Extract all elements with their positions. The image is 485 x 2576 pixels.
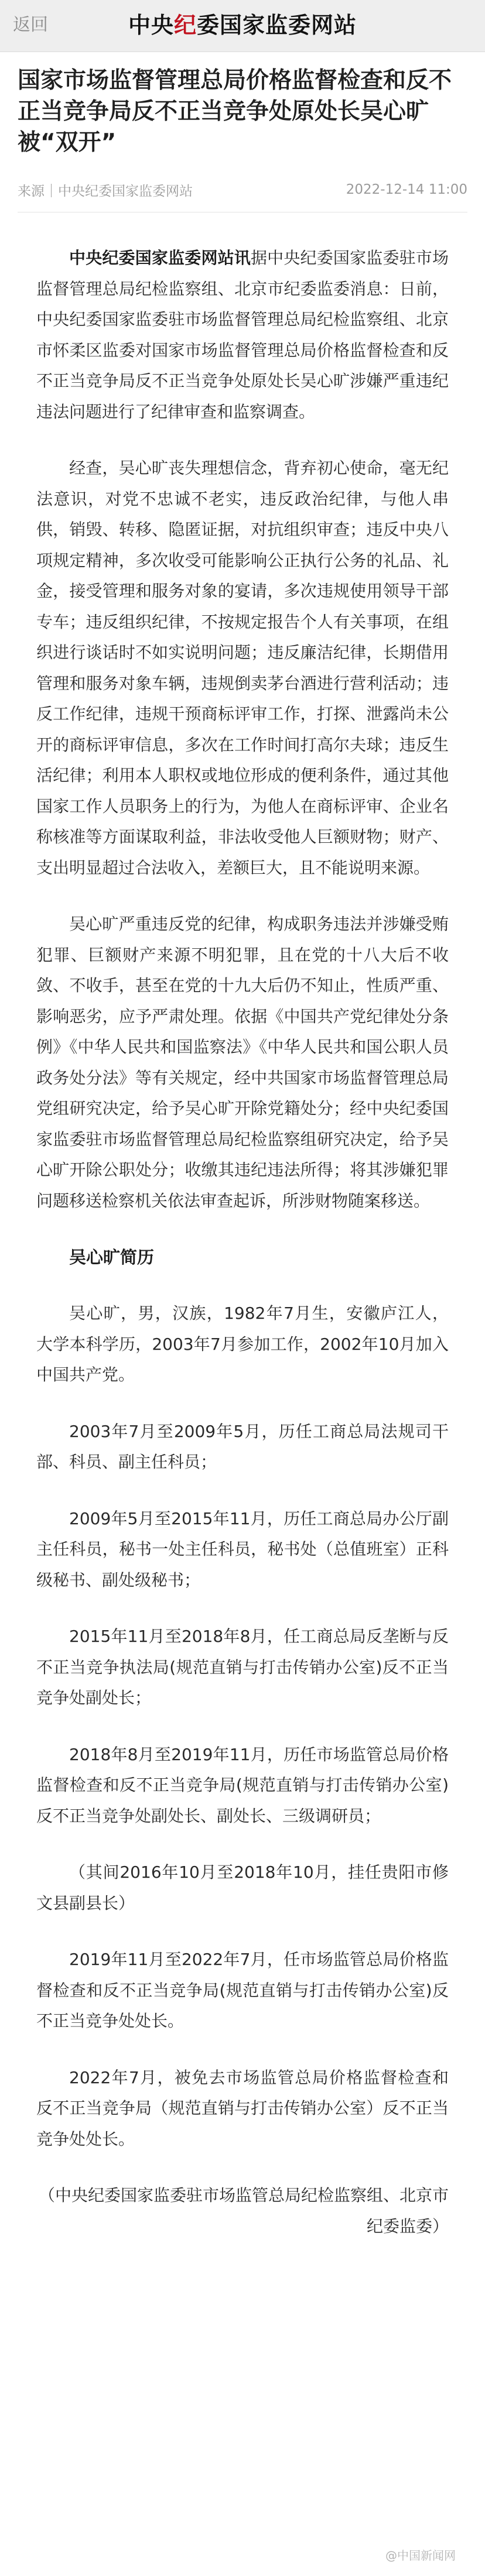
site-title bbox=[0, 11, 485, 40]
bio-paragraph: 2003年7月至2009年5月，历任工商总局法规司干部、科员、副主任科员； bbox=[36, 1421, 449, 1471]
article-header bbox=[0, 52, 485, 204]
lead-text: 中央纪委国家监委网站讯 bbox=[69, 248, 251, 267]
article-meta bbox=[18, 176, 467, 204]
bio-paragraph: 2018年8月至2019年11月，历任市场监管总局价格监督检查和反不正当竞争局(规范直销与打击传销办公室)反不正当竞争处副处长、副处长、三级调研员； bbox=[36, 1744, 449, 1826]
bio-paragraph: 吴心旷，男，汉族，1982年7月生，安徽庐江人，大学本科学历，2003年7月参加工作，2002年10月加入中国共产党。 bbox=[36, 1304, 449, 1384]
back-button[interactable]: 返回 bbox=[13, 15, 48, 35]
bio-paragraph: 2009年5月至2015年11月，历任工商总局办公厅副主任科员，秘书一处主任科员，秘书处（总值班室）正科级秘书、副处级秘书； bbox=[36, 1508, 449, 1590]
article-source: 来源｜中央纪委国家监委网站 bbox=[18, 183, 193, 199]
article-title: 国家市场监督管理总局价格监督检查和反不正当竞争局反不正当竞争处原处长吴心旷被“双开” bbox=[18, 67, 452, 156]
closing-source: （中央纪委国家监委驻市场监管总局纪检监察组、北京市纪委监委） bbox=[38, 2186, 449, 2236]
site-title-part: 委国家监委网站 bbox=[197, 12, 357, 38]
paragraph-text: 据中央纪委国家监委驻市场监督管理总局纪检监察组、北京市纪委监委消息：日前，中央纪委国家监委驻市场监督管理总局纪检监察组、北京市怀柔区监委对国家市场监督管理总局价格监督检查和反不正当竞争局反不正当竞争处原处长吴心旷涉嫌严重违纪违法问题进行了纪律审查和监察调查。 bbox=[36, 248, 449, 421]
bio-paragraph: 2022年7月，被免去市场监管总局价格监督检查和反不正当竞争局（规范直销与打击传销办公室）反不正当竞争处处长。 bbox=[36, 2067, 449, 2149]
bio-heading: 吴心旷简历 bbox=[69, 1247, 155, 1267]
article-date: 2022-12-14 11:00 bbox=[346, 182, 467, 197]
paragraph: 经查，吴心旷丧失理想信念，背弃初心使命，毫无纪法意识，对党不忠诚不老实，违反政治纪律，与他人串供，销毁、转移、隐匿证据，对抗组织审查；违反中央八项规定精神，多次收受可能影响公正执行公务的礼品、礼金，接受管理和服务对象的宴请，多次违规使用领导干部专车；违反组织纪律，不按规定报告个人有关事项，在组织进行谈话时不如实说明问题；违反廉洁纪律，长期借用管理和服务对象车辆，违规倒卖茅台酒进行营利活动；违反工作纪律，违规干预商标评审工作，打探、泄露尚未公开的商标评审信息，多次在工作时间打高尔夫球；违反生活纪律；利用本人职权或地位形成的便利条件，通过其他国家工作人员职务上的行为，为他人在商标评审、企业名称核准等方面谋取利益，非法收受他人巨额财物；财产、支出明显超过合法收入，差额巨大，且不能说明来源。 bbox=[36, 458, 449, 877]
watermark: @中国新闻网 bbox=[385, 2548, 456, 2563]
top-bar bbox=[0, 0, 485, 52]
site-title-part: 中央 bbox=[128, 12, 174, 38]
paragraph: 吴心旷严重违反党的纪律，构成职务违法并涉嫌受贿犯罪、巨额财产来源不明犯罪，且在党的十八大后不收敛、不收手，甚至在党的十九大后仍不知止，性质严重、影响恶劣，应予严肃处理。依据《中国共产党纪律处分条例》《中华人民共和国监察法》《中华人民共和国公职人员政务处分法》等有关规定，经中共国家市场监督管理总局党组研究决定，给予吴心旷开除党籍处分；经中央纪委国家监委驻市场监督管理总局纪检监察组研究决定，给予吴心旷开除公职处分；收缴其违纪违法所得；将其涉嫌犯罪问题移送检察机关依法审查起诉，所涉财物随案移送。 bbox=[36, 914, 449, 1210]
site-title-accent: 纪 bbox=[173, 12, 197, 38]
bio-paragraph: （其间2016年10月至2018年10月，挂任贵阳市修文县副县长） bbox=[36, 1862, 449, 1913]
bio-paragraph: 2015年11月至2018年8月，任工商总局反垄断与反不正当竞争执法局(规范直销与打击传销办公室)反不正当竞争处副处长； bbox=[36, 1627, 449, 1707]
paragraph bbox=[36, 243, 449, 427]
article-body bbox=[0, 212, 485, 2242]
bio-paragraph: 2019年11月至2022年7月，任市场监管总局价格监督检查和反不正当竞争局(规范直销与打击传销办公室)反不正当竞争处处长。 bbox=[36, 1950, 449, 2030]
